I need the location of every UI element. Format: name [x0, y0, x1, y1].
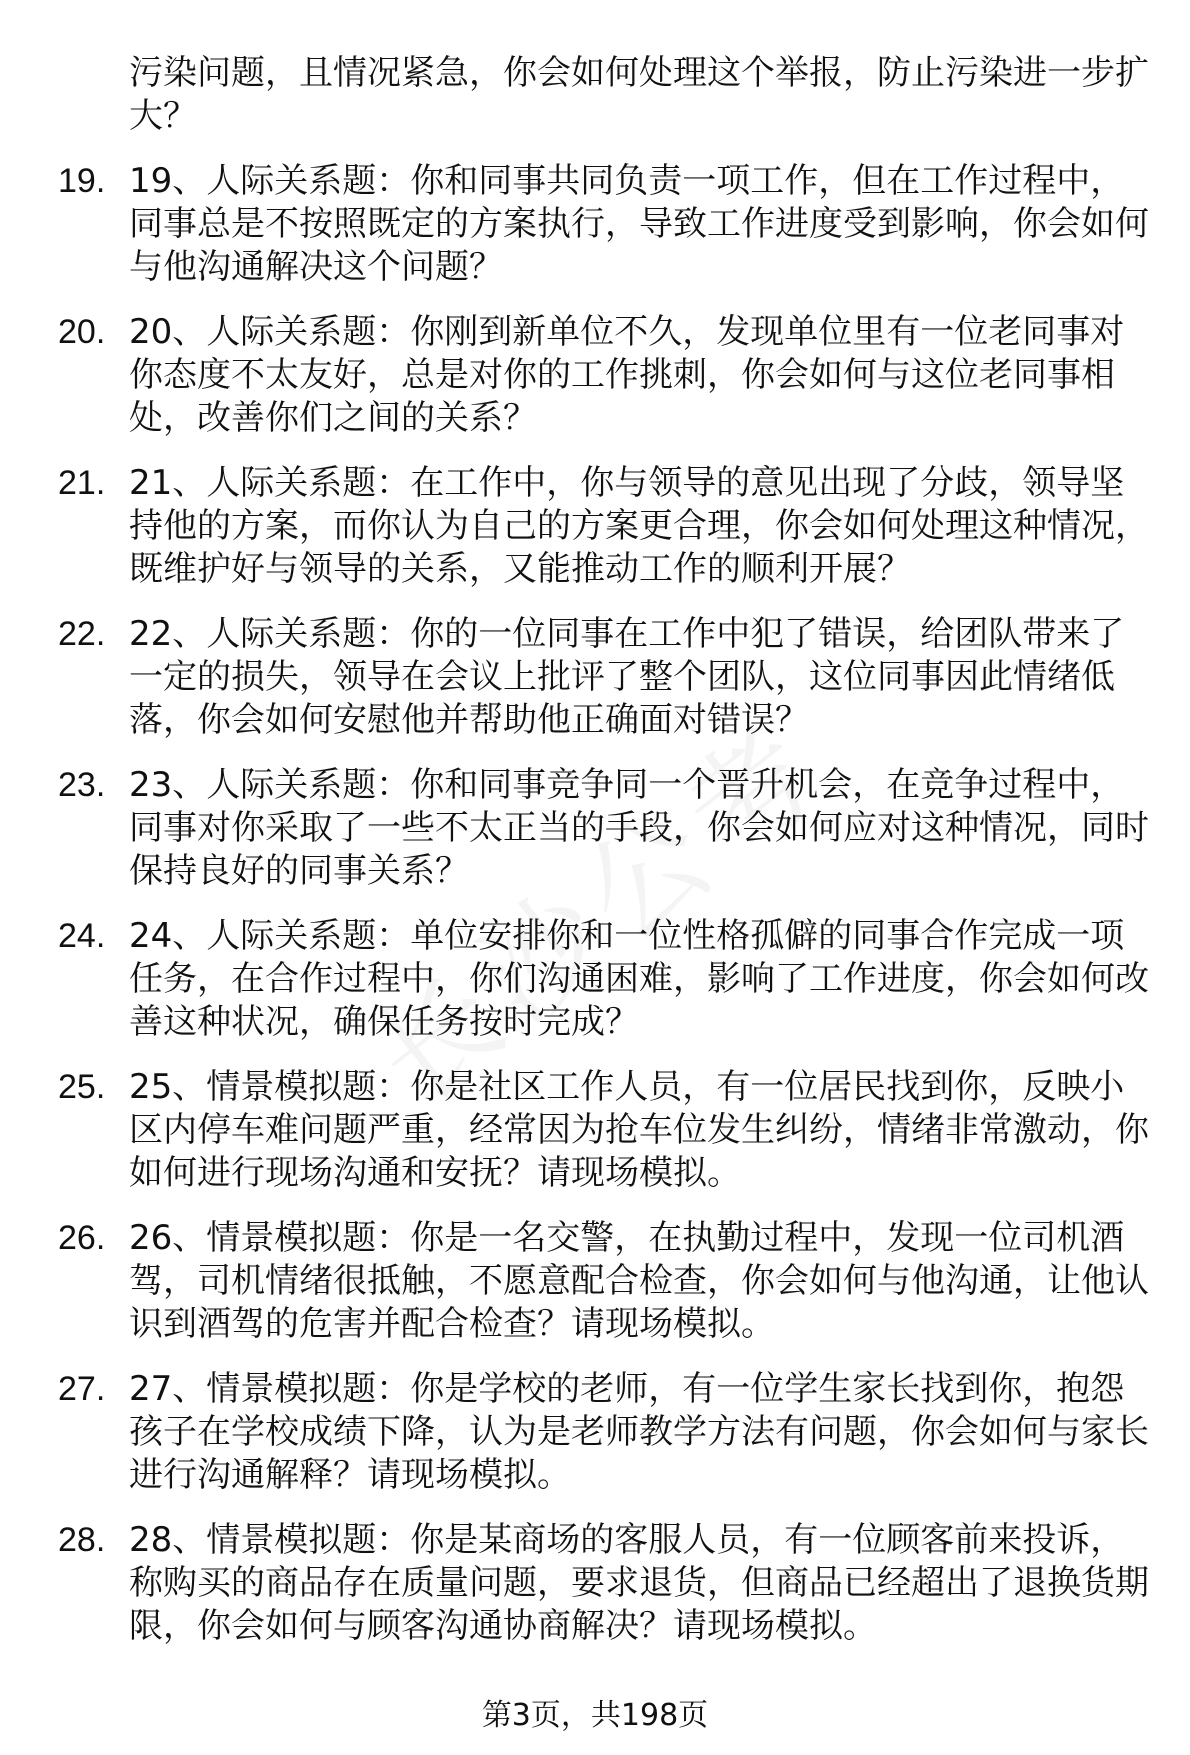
question-number: 28. [58, 1521, 106, 1559]
list-item [0, 160, 1190, 311]
question-text: 27、情景模拟题：你是学校的老师，有一位学生家长找到你，抱怨孩子在学校成绩下降，认为是老师教学方法有问题，你会如何与家长进行沟通解释？请现场模拟。 [129, 1369, 1149, 1495]
question-text: 28、情景模拟题：你是某商场的客服人员，有一位顾客前来投诉，称购买的商品存在质量问题，要求退货，但商品已经超出了退换货期限，你会如何与顾客沟通协商解决？请现场模拟。 [129, 1520, 1149, 1646]
question-number: 27. [58, 1370, 106, 1408]
question-list [0, 160, 1190, 1670]
question-number: 22. [58, 615, 106, 653]
list-item [0, 1217, 1190, 1368]
list-item [0, 311, 1190, 462]
list-item [0, 1519, 1190, 1670]
list-item [0, 462, 1190, 613]
question-number: 19. [58, 162, 106, 200]
question-number: 26. [58, 1219, 106, 1257]
list-item [0, 764, 1190, 915]
list-item [0, 1368, 1190, 1519]
question-text: 26、情景模拟题：你是一名交警，在执勤过程中，发现一位司机酒驾，司机情绪很抵触，不愿意配合检查，你会如何与他沟通，让他认识到酒驾的危害并配合检查？请现场模拟。 [129, 1218, 1149, 1344]
question-text: 24、人际关系题：单位安排你和一位性格孤僻的同事合作完成一项任务，在合作过程中，你们沟通困难，影响了工作进度，你会如何改善这种状况，确保任务按时完成？ [129, 916, 1149, 1042]
list-item [0, 915, 1190, 1066]
continuation-paragraph: 污染问题，且情况紧急，你会如何处理这个举报，防止污染进一步扩大？ [129, 53, 1149, 136]
question-number: 20. [58, 313, 106, 351]
question-text: 23、人际关系题：你和同事竞争同一个晋升机会，在竞争过程中，同事对你采取了一些不太正当的手段，你会如何应对这种情况，同时保持良好的同事关系？ [129, 765, 1149, 891]
page-footer: 第3页，共198页 [481, 1698, 709, 1733]
question-number: 24. [58, 917, 106, 955]
question-text: 25、情景模拟题：你是社区工作人员，有一位居民找到你，反映小区内停车难问题严重，经常因为抢车位发生纠纷，情绪非常激动，你如何进行现场沟通和安抚？请现场模拟。 [129, 1067, 1149, 1193]
list-item [0, 613, 1190, 764]
question-number: 23. [58, 766, 106, 804]
list-item [0, 1066, 1190, 1217]
question-number: 25. [58, 1068, 106, 1106]
question-text: 21、人际关系题：在工作中，你与领导的意见出现了分歧，领导坚持他的方案，而你认为自己的方案更合理，你会如何处理这种情况，既维护好与领导的关系，又能推动工作的顺利开展？ [129, 463, 1149, 589]
question-text: 19、人际关系题：你和同事共同负责一项工作，但在工作过程中，同事总是不按照既定的方案执行，导致工作进度受到影响，你会如何与他沟通解决这个问题？ [129, 161, 1149, 287]
question-number: 21. [58, 464, 106, 502]
question-text: 22、人际关系题：你的一位同事在工作中犯了错误，给团队带来了一定的损失，领导在会议上批评了整个团队，这位同事因此情绪低落，你会如何安慰他并帮助他正确面对错误？ [129, 614, 1125, 740]
question-text: 20、人际关系题：你刚到新单位不久，发现单位里有一位老同事对你态度不太友好，总是对你的工作挑刺，你会如何与这位老同事相处，改善你们之间的关系？ [129, 312, 1125, 438]
